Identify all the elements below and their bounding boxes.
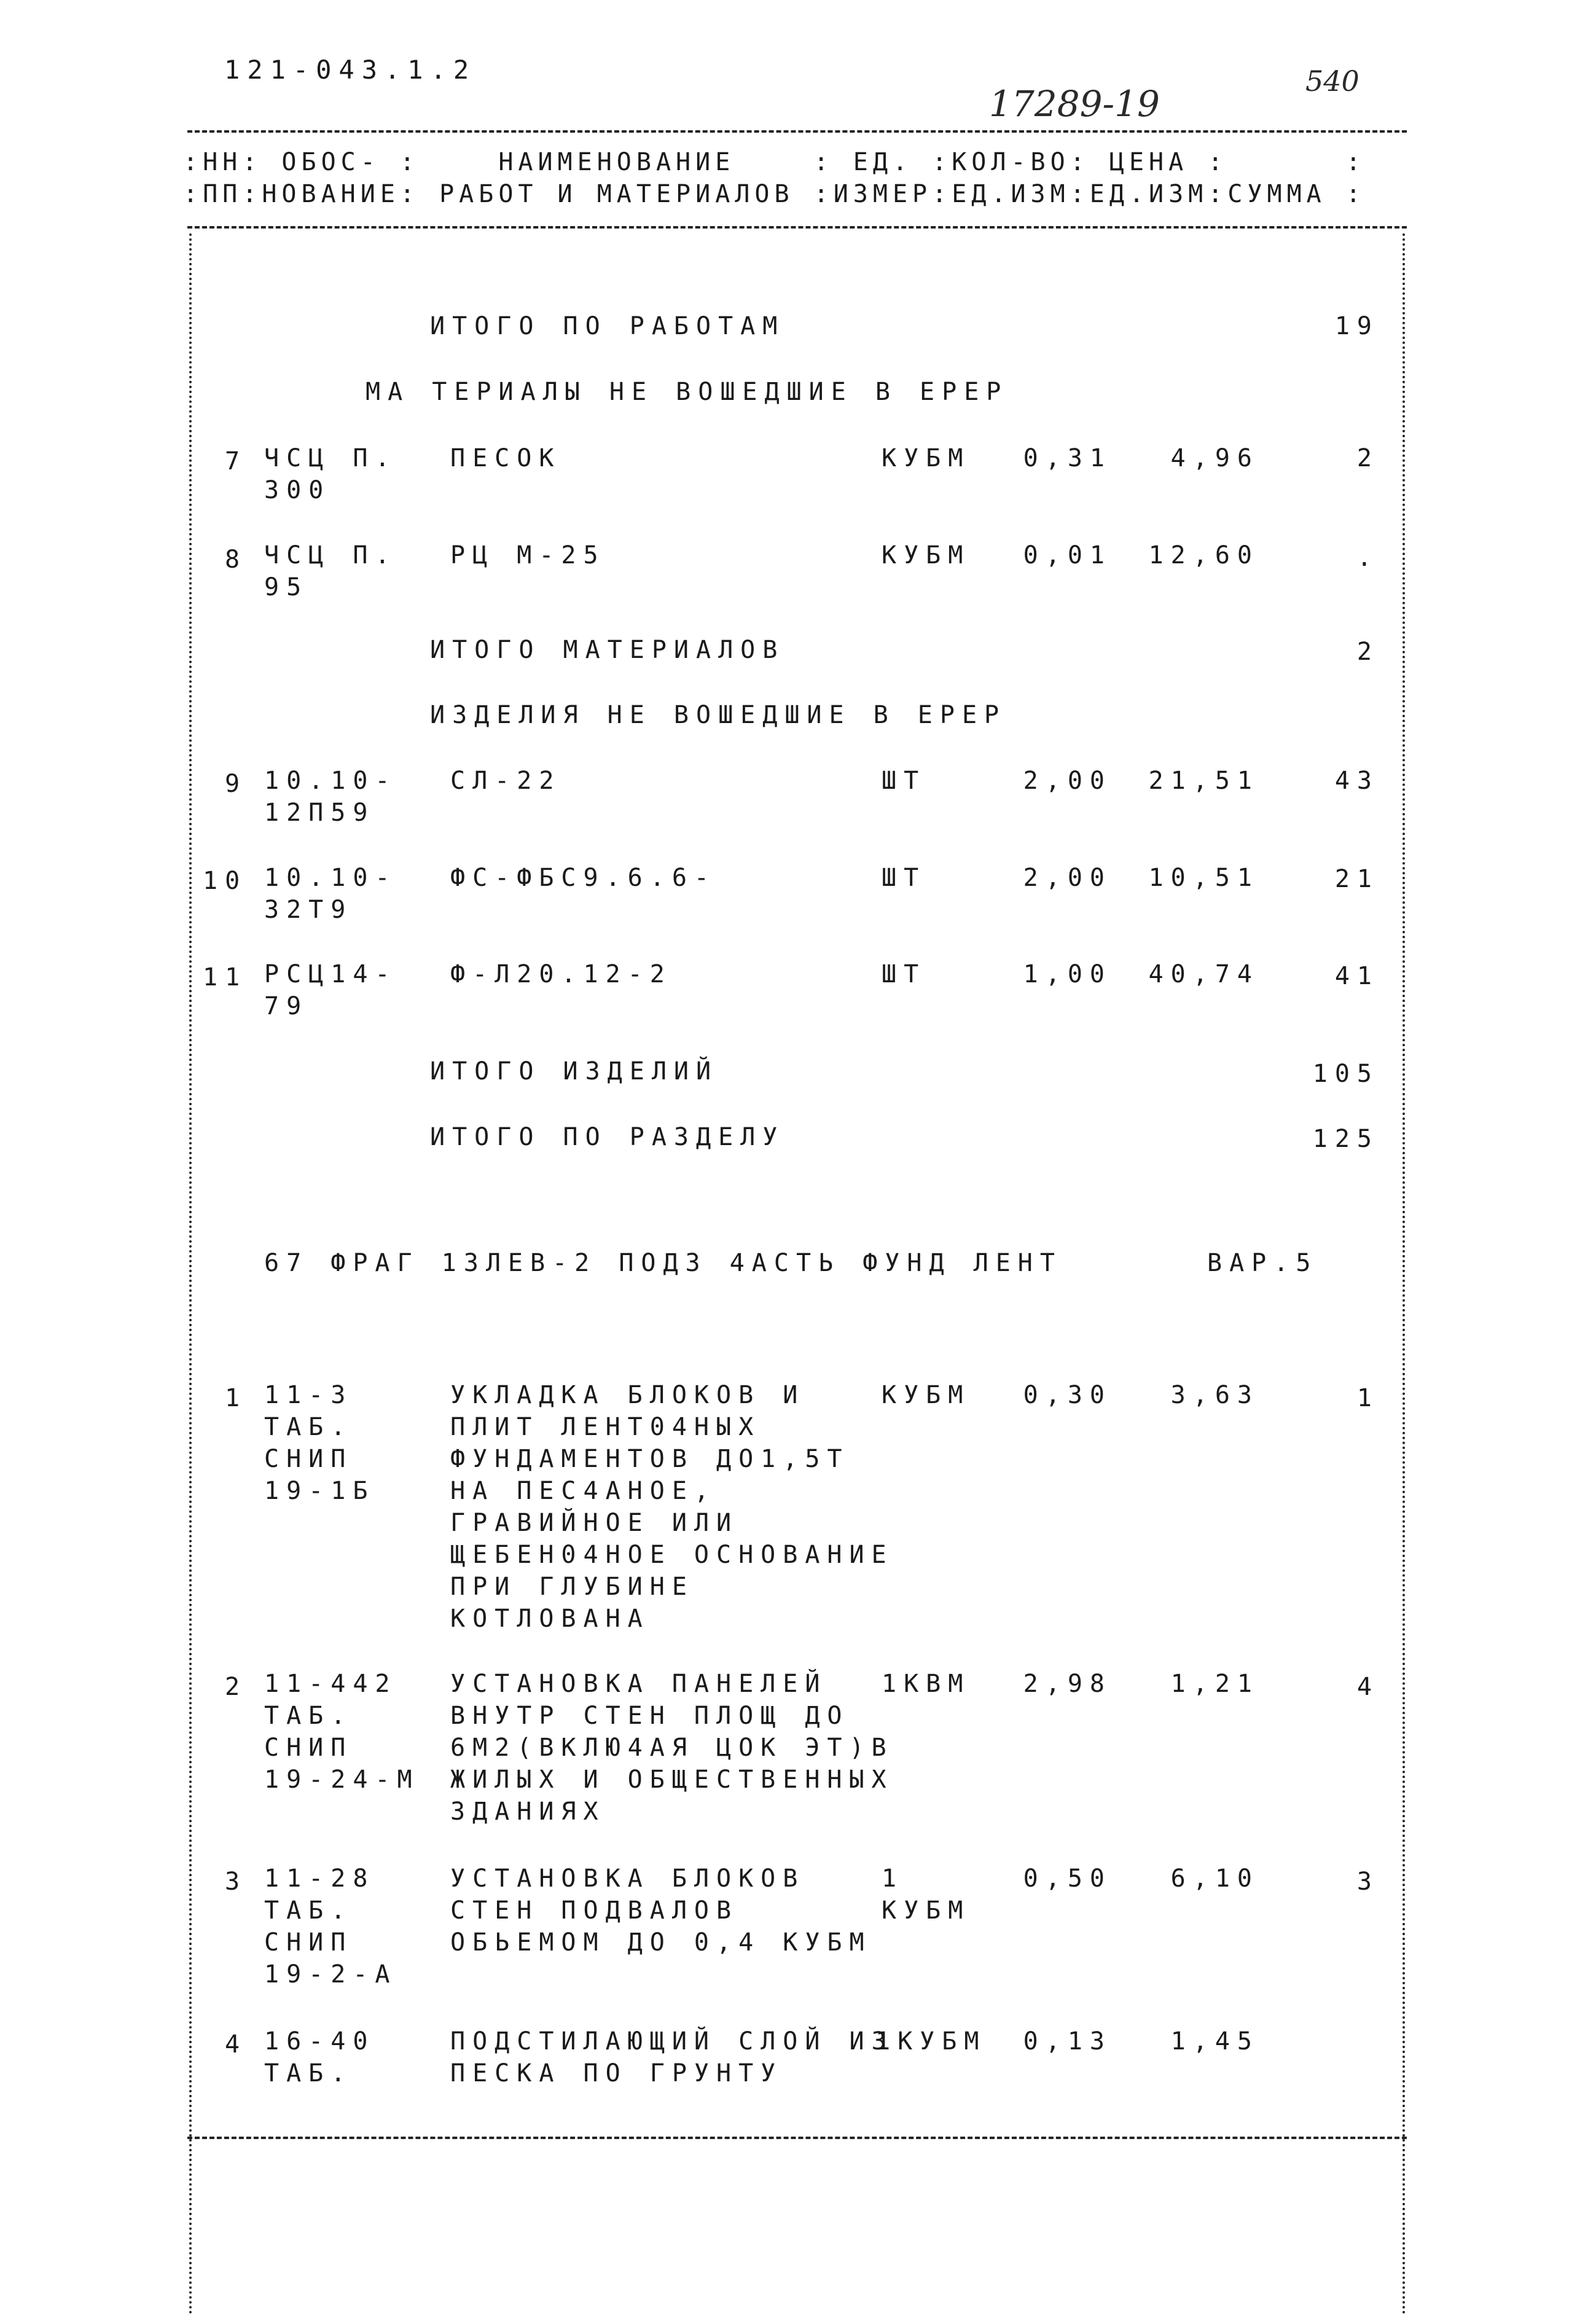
row-3-name-3: ОБЬЕМОМ ДО 0,4 КУБМ (450, 1928, 872, 1957)
row-11-unit: ШТ (882, 960, 926, 988)
row-2-unit: 1КВМ (882, 1670, 971, 1698)
table-bottom-rule (187, 2137, 1407, 2139)
row-7-price: 4,96 (1170, 444, 1259, 472)
row-8-number: 8 (225, 546, 248, 574)
row-4-code-1: 16-40 (264, 2027, 375, 2056)
row-10-name: ФС-ФБС9.6.6- (450, 864, 716, 892)
row-7-code-1: ЧСЦ П. (264, 444, 397, 472)
materials-section-title: МА ТЕРИАЛЫ НЕ ВОШЕДШИЕ В ЕРЕР (366, 378, 1009, 406)
row-3-code-4: 19-2-А (264, 1960, 397, 1989)
row-10-code-2: 32Т9 (264, 896, 353, 924)
row-1-code-1: 11-3 (264, 1381, 353, 1409)
row-9-code-1: 10.10- (264, 767, 397, 795)
table-left-border (189, 233, 192, 2316)
row-3-code-1: 11-28 (264, 1864, 375, 1893)
total-materials-value: 2 (1356, 638, 1379, 666)
row-1-code-4: 19-1Б (264, 1477, 375, 1505)
row-10-number: 10 (203, 867, 248, 895)
row-2-qty: 2,98 (1023, 1670, 1112, 1698)
row-9-number: 9 (225, 770, 248, 798)
row-11-name: Ф-Л20.12-2 (450, 960, 672, 988)
row-1-name-3: ФУНДАМЕНТОВ ДО1,5Т (450, 1445, 850, 1473)
row-8-qty: 0,01 (1023, 541, 1112, 569)
row-11-sum: 41 (1334, 962, 1379, 990)
row-4-number: 4 (225, 2030, 248, 2059)
row-1-name-4: НА ПЕС4АНОЕ, (450, 1477, 716, 1505)
row-3-code-3: СНИП (264, 1928, 353, 1957)
row-3-name-2: СТЕН ПОДВАЛОВ (450, 1896, 739, 1925)
row-7-unit: КУБМ (882, 444, 971, 472)
row-9-price: 21,51 (1148, 767, 1259, 795)
row-11-qty: 1,00 (1023, 960, 1112, 988)
row-2-name-1: УСТАНОВКА ПАНЕЛЕЙ (450, 1670, 827, 1698)
total-works-label: ИТОГО ПО РАБОТАМ (430, 312, 785, 340)
row-2-code-4: 19-24-М (264, 1766, 420, 1794)
row-2-price: 1,21 (1170, 1670, 1259, 1698)
row-11-code-1: РСЦ14- (264, 960, 397, 988)
total-section-label: ИТОГО ПО РАЗДЕЛУ (430, 1123, 785, 1151)
table-header-rule (187, 226, 1407, 229)
total-materials-label: ИТОГО МАТЕРИАЛОВ (430, 636, 785, 664)
row-1-sum: 1 (1356, 1384, 1379, 1412)
table-header-line-1: :НН: ОБОС- : НАИМЕНОВАНИЕ : ЕД. :КОЛ-ВО: ЦЕНА : : (183, 148, 1366, 176)
total-items-value: 105 (1312, 1060, 1379, 1088)
row-1-unit: КУБМ (882, 1381, 971, 1409)
row-1-name-5: ГРАВИЙНОЕ ИЛИ (450, 1509, 739, 1537)
row-2-code-3: СНИП (264, 1734, 353, 1762)
row-7-name: ПЕСОК (450, 444, 561, 472)
row-1-code-2: ТАБ. (264, 1413, 353, 1441)
row-7-number: 7 (225, 447, 248, 475)
row-4-qty: 0,13 (1023, 2027, 1112, 2056)
row-3-sum: 3 (1356, 1868, 1379, 1896)
row-10-qty: 2,00 (1023, 864, 1112, 892)
row-1-code-3: СНИП (264, 1445, 353, 1473)
row-2-name-2: ВНУТР СТЕН ПЛОЩ ДО (450, 1702, 850, 1730)
row-8-name: РЦ М-25 (450, 541, 606, 569)
row-9-unit: ШТ (882, 767, 926, 795)
row-8-price: 12,60 (1148, 541, 1259, 569)
row-11-number: 11 (203, 963, 248, 992)
row-7-qty: 0,31 (1023, 444, 1112, 472)
handwritten-reference: 17289-19 (989, 83, 1160, 125)
row-2-name-4: ЖИЛЫХ И ОБЩЕСТВЕННЫХ (450, 1766, 894, 1794)
row-4-name-1: ПОДСТИЛАЮЩИЙ СЛОЙ ИЗ (450, 2027, 894, 2056)
row-2-code-2: ТАБ. (264, 1702, 353, 1730)
row-11-price: 40,74 (1148, 960, 1259, 988)
row-1-name-6: ЩЕБЕН04НОЕ ОСНОВАНИЕ (450, 1541, 894, 1569)
document-code: 121-043.1.2 (224, 55, 477, 85)
row-2-name-5: ЗДАНИЯХ (450, 1798, 606, 1826)
row-10-code-1: 10.10- (264, 864, 397, 892)
row-1-name-8: КОТЛОВАНА (450, 1605, 650, 1633)
row-4-price: 1,45 (1170, 2027, 1259, 2056)
row-8-unit: КУБМ (882, 541, 971, 569)
row-10-price: 10,51 (1148, 864, 1259, 892)
fragment-title: 67 ФРАГ 13ЛЕВ-2 ПОДЗ 4АСТЬ ФУНД ЛЕНТ (264, 1249, 1062, 1277)
table-right-border (1402, 233, 1405, 2316)
table-top-rule (187, 130, 1407, 133)
row-1-name-7: ПРИ ГЛУБИНЕ (450, 1573, 694, 1601)
row-1-name-2: ПЛИТ ЛЕНТ04НЫХ (450, 1413, 761, 1441)
row-10-unit: ШТ (882, 864, 926, 892)
row-3-number: 3 (225, 1868, 248, 1896)
page-number: 540 (1305, 65, 1359, 98)
row-4-name-2: ПЕСКА ПО ГРУНТУ (450, 2059, 783, 2087)
row-1-number: 1 (225, 1384, 248, 1412)
total-section-value: 125 (1312, 1125, 1379, 1153)
row-10-sum: 21 (1334, 865, 1379, 893)
row-11-code-2: 79 (264, 992, 309, 1020)
row-1-name-1: УКЛАДКА БЛОКОВ И (450, 1381, 805, 1409)
row-1-qty: 0,30 (1023, 1381, 1112, 1409)
row-8-sum: . (1356, 544, 1379, 572)
row-3-unit-2: КУБМ (882, 1896, 971, 1925)
row-7-sum: 2 (1356, 444, 1379, 472)
row-3-unit-1: 1 (882, 1864, 904, 1893)
fragment-variant: ВАР.5 (1207, 1249, 1318, 1277)
row-9-code-2: 12П59 (264, 799, 375, 827)
row-3-price: 6,10 (1170, 1864, 1259, 1893)
row-9-qty: 2,00 (1023, 767, 1112, 795)
row-2-code-1: 11-442 (264, 1670, 397, 1698)
total-works-value: 19 (1334, 312, 1379, 340)
row-3-code-2: ТАБ. (264, 1896, 353, 1925)
row-8-code-1: ЧСЦ П. (264, 541, 397, 569)
table-header-line-2: :ПП:НОВАНИЕ: РАБОТ И МАТЕРИАЛОВ :ИЗМЕР:ЕД.ИЗМ:ЕД.ИЗМ:СУММА : (183, 180, 1366, 208)
row-4-code-2: ТАБ. (264, 2059, 353, 2087)
row-4-unit: 1КУБМ (875, 2027, 987, 2056)
row-9-sum: 43 (1334, 767, 1379, 795)
row-2-sum: 4 (1356, 1673, 1379, 1701)
row-9-name: СЛ-22 (450, 767, 561, 795)
row-1-price: 3,63 (1170, 1381, 1259, 1409)
row-2-name-3: 6М2(ВКЛЮ4АЯ ЦОК ЭТ)В (450, 1734, 894, 1762)
row-7-code-2: 300 (264, 476, 331, 504)
row-8-code-2: 95 (264, 573, 309, 601)
total-items-label: ИТОГО ИЗДЕЛИЙ (430, 1057, 719, 1086)
items-section-title: ИЗДЕЛИЯ НЕ ВОШЕДШИЕ В ЕРЕР (430, 701, 1007, 729)
row-2-number: 2 (225, 1673, 248, 1701)
row-3-qty: 0,50 (1023, 1864, 1112, 1893)
row-3-name-1: УСТАНОВКА БЛОКОВ (450, 1864, 805, 1893)
